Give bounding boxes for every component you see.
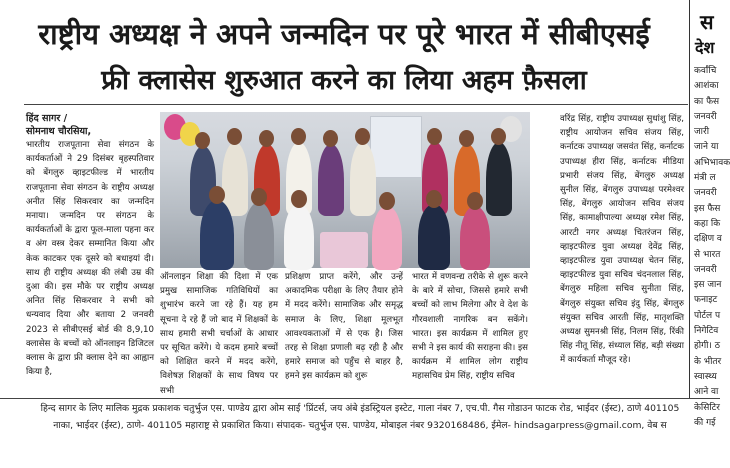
side-article-line: केसिटिर — [694, 402, 720, 413]
byline-author: सोमनाथ चौरसिया, — [26, 126, 92, 137]
person-head — [323, 130, 338, 147]
person-head — [491, 128, 506, 145]
column-5-text: वरिंद्र सिंह, राष्ट्रीय उपाध्यक्ष सुधांशु सिंह, राष्ट्रीय आयोजन सचिव संजय सिंह, कर्नाटक उपाध्यक्ष जसवंत सिंह, कर्नाटक उपाध्यक्ष हीरा सिंह, कर्नाटक मीडिया प्रभारी संजय सिंह, बेंगलुरु अध्यक्ष सुनील सिंह, बेंगलुरु उपाध्यक्ष परमेश्वर सिंह, बेंगलुरु आयोजन सचिव संजय सिंह, कामाक्षीपाल्या अध्यक्ष रमेश सिंह, आरटी नगर अध्यक्ष चितरंजन सिंह, व्हाइटफील्ड युवा अध्यक्ष देवेंद्र सिंह, व्हाइटफील्ड युवा उपाध्यक्ष चेतन सिंह, व्हाइटफील्ड युवा सचिव चंदनलाल सिंह, बेंगलुरु महिला सचिव सुनीता सिंह, बेंगलुरु संयुक्त सचिव इंदु सिंह, बेंगलुरु संयुक्त सचिव आरती सिंह, मातृशक्ति अध्यक्ष सुमनश्री सिंह, निलम सिंह, रिंकी सिंह नीतू सिंह, संध्याल सिंह, बड़ी संख्या में कार्यकर्ता मौजूद रहे। — [560, 114, 684, 366]
person-head — [291, 128, 306, 145]
person-head — [467, 192, 483, 210]
column-divider — [689, 0, 690, 398]
article-column-4 — [412, 270, 528, 398]
column-2-text: ऑनलाइन शिक्षा की दिशा में एक प्रमुख सामाजिक गतिविधियों का शुभारंभ करने जा रहे हैं। यह हम सूचना दे रहे हैं जो बाद में शिक्षकों के साथ हमारी सभी चर्चाओं के आधार पर सूचित करेंगे। ये कदम हमारे बच्चों को शिक्षित करने में मदद करेंगे, विशेषज्ञ शिक्षकों के साथ विषय पर सभी — [160, 272, 278, 396]
imprint-line-2: नाका, भाईदर (ईस्ट), ठाणे- 401105 महाराष्ट्र से प्रकाशित किया। संपादक- चतुर्भुज एस. पाण्डेय, मोबाइल नंबर 9320168486, ईमेल- hindsagarpress@gmail.com, वेब स — [53, 420, 667, 431]
side-article-line: अभिभावक — [694, 157, 730, 168]
person-head — [291, 190, 307, 208]
person-head — [195, 132, 210, 149]
headline-line-2: फ्री क्लासेस शुरुआत करने का लिया अहम फ़ैसला — [101, 65, 587, 96]
imprint-footer — [0, 400, 720, 440]
person-head — [459, 130, 474, 147]
person-head — [355, 128, 370, 145]
side-article-line: दक्षिण व — [694, 234, 722, 245]
imprint-line-1: हिन्द सागर के लिए मालिक मुद्रक प्रकाशक चतुर्भुज एस. पाण्डेय द्वारा ओम साई 'प्रिंटर्स, जय अंबे इंडस्ट्रियल इस्टेट, गाला नंबर 7, एच.पी. गैस गोडाउन फाटक रोड, भाईदर (ईस्ट), ठाणे 401105 — [40, 403, 680, 414]
side-article-line: पोर्टल प — [694, 310, 721, 321]
person-figure — [284, 204, 314, 270]
person-figure — [200, 200, 234, 270]
headline-divider — [24, 104, 688, 105]
person-head — [427, 128, 442, 145]
person-head — [209, 186, 225, 204]
side-article-line: जनवरी — [694, 111, 717, 122]
person-head — [379, 192, 395, 210]
person-figure — [460, 206, 490, 270]
side-article-line: की गई — [694, 417, 716, 428]
person-head — [227, 128, 242, 145]
person-figure — [350, 142, 376, 216]
side-article-line: कर्वांचि — [694, 66, 717, 76]
article-column-3 — [285, 270, 403, 398]
side-article-line: इस जान — [694, 280, 722, 291]
person-figure — [318, 144, 344, 216]
person-head — [259, 130, 274, 147]
side-article-line: जनवरी — [694, 188, 717, 199]
column-1-text: भारतीय राजपूताना सेवा संगठन के कार्यकर्ताओं ने 29 दिसंबर बृहस्पतिवार को बेंगलुरु व्हाइटफील्ड में भारतीय राजपूताना सेवा संगठन के राष्ट्रीय अध्यक्ष अनीत सिंह सिकरवार का जन्मदिन मनाया। जन्मदिन पर संगठन के कार्यकर्ताओं के द्वारा फूल-माला पहना कर व अंग वस्त्र देकर सम्मानित किया और केक काटकर एक दूसरे को बधाइयां दी। साथ ही राष्ट्रीय अध्यक्ष की लंबी उम्र की दुआ की। इस मौके पर राष्ट्रीय अध्यक्ष अनित सिंह सिकरवार ने सभी को धन्यवाद दिया और बताया 2 जनवरी 2023 से सीबीएसई बोर्ड की 8,9,10 क्लासेस के बच्चों को ऑनलाइन डिजिटल क्लास के द्वारा फ्री क्लास देने का आह्वान किया है, — [26, 140, 154, 378]
person-head — [426, 190, 442, 208]
side-article-line: फनाइट — [694, 295, 718, 306]
side-article-line: मंत्री ल — [694, 173, 716, 184]
side-article-line: आने वा — [694, 387, 719, 398]
person-head — [251, 188, 267, 206]
side-article-line: आशंका — [694, 81, 719, 92]
side-article-line: स्वास्थ्य — [694, 371, 717, 382]
side-article-line: कहा कि — [694, 218, 721, 229]
side-article-line: जाने या — [694, 142, 719, 153]
article-column-2 — [160, 270, 278, 398]
byline-paper: हिंद सागर / — [26, 113, 68, 124]
side-article-line: का फैस — [694, 96, 720, 107]
side-subheading: देश — [695, 38, 715, 57]
side-article-line: निगेटिव — [694, 326, 719, 337]
person-figure — [372, 206, 402, 270]
cake-image — [320, 232, 368, 268]
side-article-line: के भीतर — [694, 356, 722, 367]
person-figure — [244, 202, 274, 270]
side-article-line: होगी। ठ — [694, 341, 721, 352]
footer-divider — [0, 398, 720, 399]
side-article-text — [694, 64, 730, 428]
headline-line-1: राष्ट्रीय अध्यक्ष ने अपने जन्मदिन पर पूरे भारत में सीबीएसई — [38, 17, 650, 51]
person-figure — [486, 142, 512, 216]
article-column-1 — [26, 112, 154, 397]
side-article-line: इस फैस — [694, 203, 721, 214]
person-figure — [418, 204, 450, 270]
side-article-line: से भारत — [694, 249, 721, 260]
article-column-5 — [560, 112, 684, 397]
column-4-text: भारत में वणवन्द्य तरीके से शुरू करने के बारे में सोचा, जिससे हमारे सभी बच्चों को लाभ मिलेगा और वे देश के गौरवशाली नागरिक बन सकेंगे। भारत। इस कार्यक्रम में शामिल हुए सभी ने इस कार्य की सराहना की। इस कार्यक्रम में शामिल लोग राष्ट्रीय महासचिव प्रेम सिंह, राष्ट्रीय सचिव — [412, 272, 528, 382]
side-article-line: जारी — [694, 127, 710, 138]
group-photo — [160, 112, 530, 268]
banner-image — [370, 116, 422, 178]
column-3-text: प्रशिक्षण प्राप्त करेंगे, और उन्हें अकादमिक परीक्षा के लिए तैयार होने में मदद करेंगे। सामाजिक और समृद्ध समाज के लिए, शिक्षा मूलभूत आवश्यकताओं में से एक है। जिस तरह से शिक्षा प्रणाली बढ़ रही है और हमारे समाज को पहुँच से बाहर है, हमने इस कार्यक्रम को शुरू — [285, 272, 403, 382]
side-heading: स — [700, 10, 714, 34]
side-article-line: जनवरी — [694, 264, 717, 275]
